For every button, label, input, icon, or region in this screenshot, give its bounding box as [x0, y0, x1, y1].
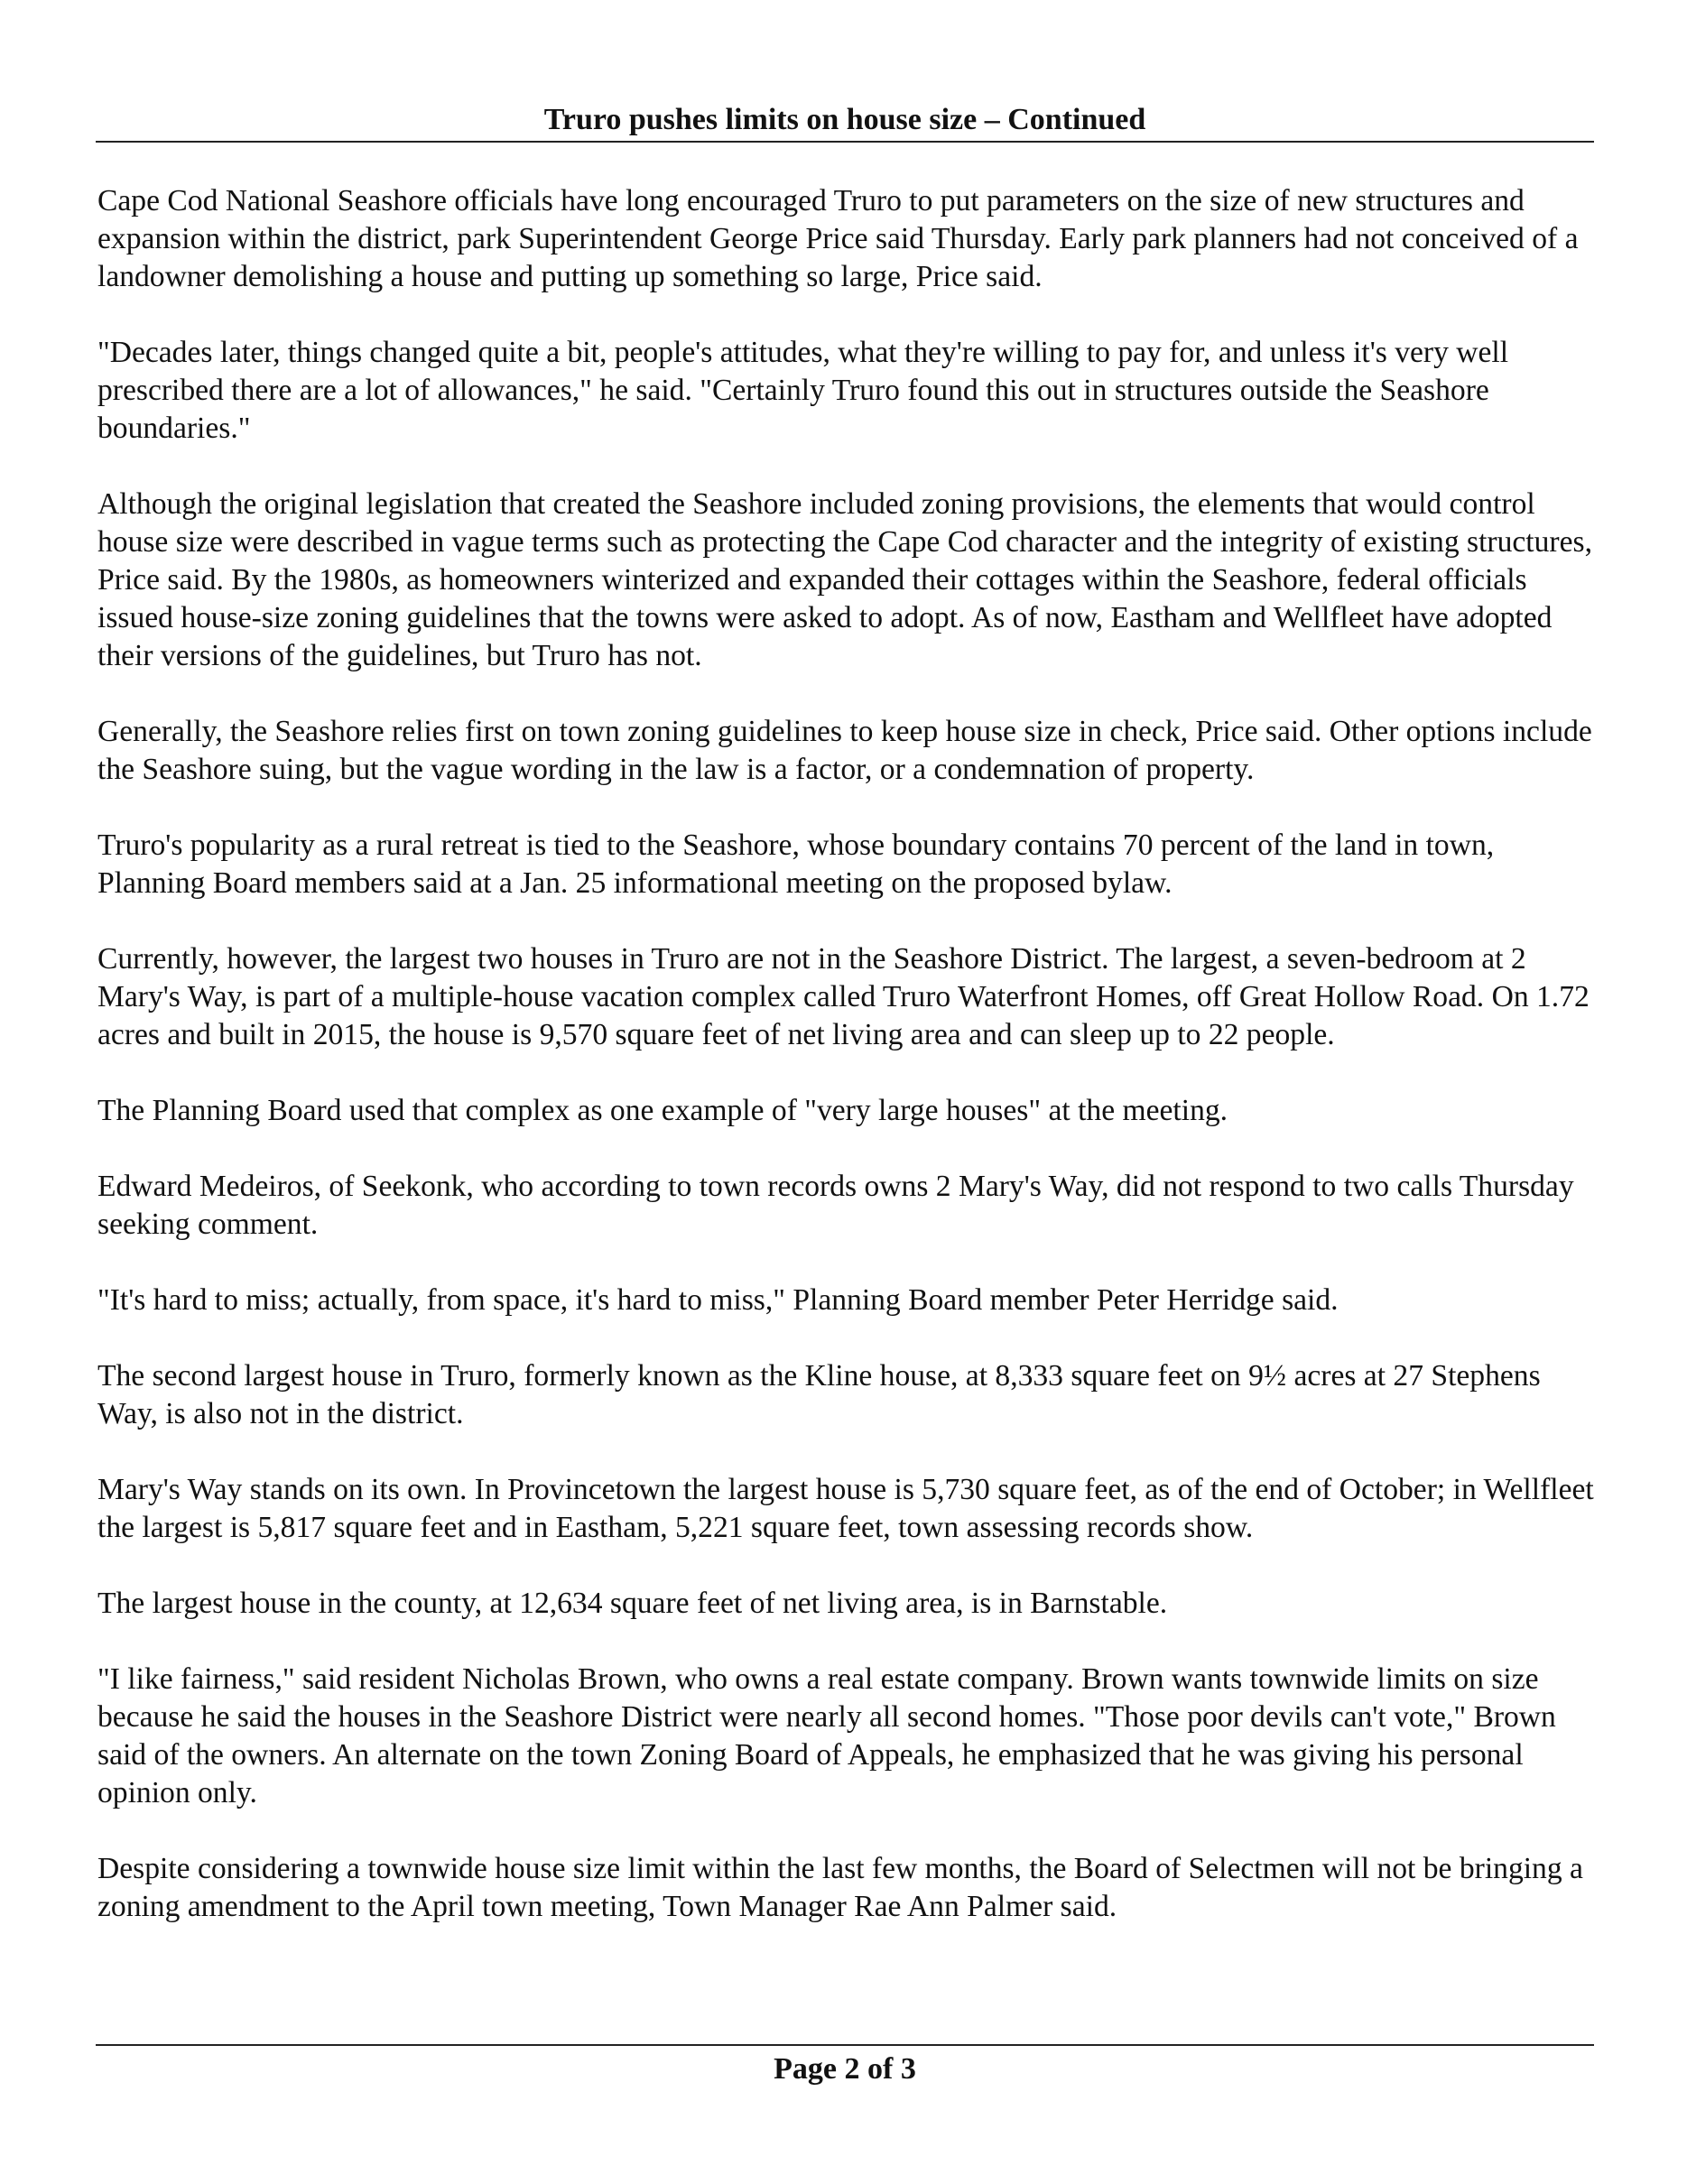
footer-divider [96, 2044, 1594, 2046]
article-paragraph: The second largest house in Truro, formerly known as the Kline house, at 8,333 square feet on 9½ acres at 27 Stephens Way, is also not in the district. [97, 1359, 1541, 1430]
article-paragraph: Mary's Way stands on its own. In Provincetown the largest house is 5,730 square feet, as of the end of October; in Wellfleet the largest is 5,817 square feet and in Eastham, 5,221 square feet, town assessing records show. [97, 1473, 1594, 1544]
article-paragraph: Despite considering a townwide house size limit within the last few months, the Board of Selectmen will not be bringing a zoning amendment to the April town meeting, Town Manager Rae Ann Palmer said. [97, 1852, 1583, 1923]
article-paragraph: Cape Cod National Seashore officials have long encouraged Truro to put parameters on the size of new structures and expansion within the district, park Superintendent George Price said Thursday. Early park planners had not conceived of a landowner demolishing a house and putting up something so large, Price said. [97, 184, 1579, 293]
article-paragraph: Truro's popularity as a rural retreat is tied to the Seashore, whose boundary contains 70 percent of the land in town, Planning Board members said at a Jan. 25 informational meeting on the proposed bylaw. [97, 828, 1495, 900]
article-paragraph: Although the original legislation that created the Seashore included zoning provisions, the elements that would control house size were described in vague terms such as protecting the Cape Cod character and the integrity of existing structures, Price said. By the 1980s, as homeowners winterized and expanded their cottages within the Seashore, federal officials issued house-size zoning guidelines that the towns were asked to adopt. As of now, Eastham and Wellfleet have adopted their versions of the guidelines, but Truro has not. [97, 487, 1592, 672]
article-paragraph: Currently, however, the largest two houses in Truro are not in the Seashore District. The largest, a seven-bedroom at 2 Mary's Way, is part of a multiple-house vacation complex called Truro Waterfront Homes, off Great Hollow Road. On 1.72 acres and built in 2015, the house is 9,570 square feet of net living area and can sleep up to 22 people. [97, 942, 1590, 1051]
article-paragraph: Edward Medeiros, of Seekonk, who according to town records owns 2 Mary's Way, did not respond to two calls Thursday seeking comment. [97, 1170, 1574, 1241]
article-paragraph: "It's hard to miss; actually, from space, it's hard to miss," Planning Board member Peter Herridge said. [97, 1283, 1339, 1317]
article-paragraph: Generally, the Seashore relies first on town zoning guidelines to keep house size in check, Price said. Other options include the Seashore suing, but the vague wording in the law is a factor, or a condemnation of property. [97, 715, 1592, 786]
page-number: Page 2 of 3 [774, 2052, 916, 2086]
article-paragraph: "Decades later, things changed quite a bit, people's attitudes, what they're willing to pay for, and unless it's very well prescribed there are a lot of allowances," he said. "Certainly Truro found this out in structures outside the Seashore boundaries." [97, 336, 1509, 445]
article-paragraph: The largest house in the county, at 12,634 square feet of net living area, is in Barnstable. [97, 1587, 1168, 1620]
article-paragraph: "I like fairness," said resident Nicholas Brown, who owns a real estate company. Brown wants townwide limits on size because he said the houses in the Seashore District were nearly all second homes. "Those poor devils can't vote," Brown said of the owners. An alternate on the town Zoning Board of Appeals, he emphasized that he was giving his personal opinion only. [97, 1662, 1556, 1809]
header-divider [96, 141, 1594, 143]
article-paragraph: The Planning Board used that complex as one example of "very large houses" at the meeting. [97, 1094, 1228, 1127]
page-title: Truro pushes limits on house size – Continued [543, 103, 1146, 136]
article-body [97, 182, 1596, 1964]
